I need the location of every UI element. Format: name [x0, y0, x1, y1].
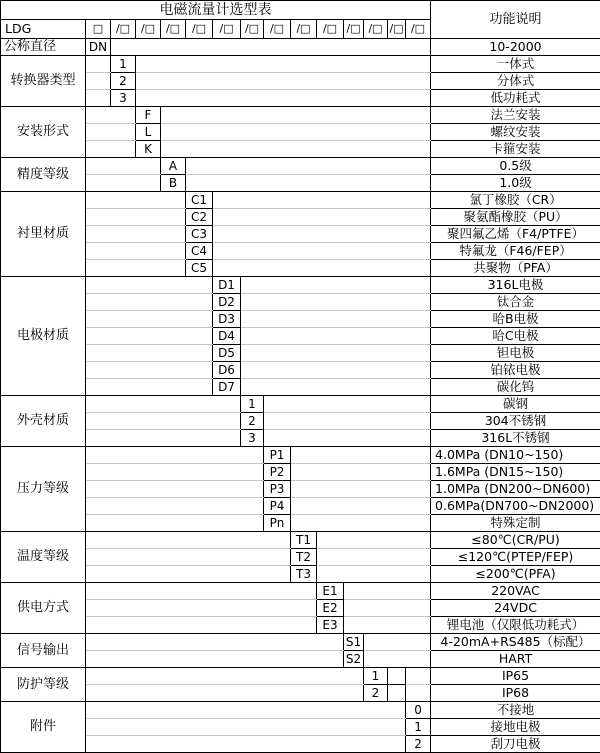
desc-cell: IP65 — [431, 668, 600, 685]
section-row — [1, 447, 600, 464]
empty-span — [86, 634, 344, 651]
empty-span — [86, 719, 406, 736]
category-cell: 衬里材质 — [1, 192, 86, 277]
code-slot-cell: /□ — [291, 20, 317, 39]
desc-cell: 哈C电极 — [431, 328, 600, 345]
empty-span — [86, 311, 213, 328]
desc-cell: 不接地 — [431, 702, 600, 719]
empty-span — [161, 107, 431, 124]
empty-span — [86, 600, 317, 617]
empty-span — [186, 175, 431, 192]
category-cell: 外壳材质 — [1, 396, 86, 447]
empty-span — [86, 464, 264, 481]
category-cell: 安装形式 — [1, 107, 86, 158]
section-row — [1, 532, 600, 549]
empty-span — [86, 515, 264, 532]
code-cell: 1 — [406, 719, 431, 736]
empty-span — [86, 379, 213, 396]
empty-span — [86, 124, 136, 141]
desc-cell: 220VAC — [431, 583, 600, 600]
desc-cell: 聚氨酯橡胶（PU） — [431, 209, 600, 226]
empty-span — [291, 481, 431, 498]
code-cell: S1 — [344, 634, 364, 651]
section-row — [1, 617, 600, 634]
desc-cell: HART — [431, 651, 600, 668]
code-cell: S2 — [344, 651, 364, 668]
section-row — [1, 107, 600, 124]
desc-cell: 碳化钨 — [431, 379, 600, 396]
code-cell: D1 — [213, 277, 241, 294]
category-cell: 附件 — [1, 702, 86, 753]
category-cell: 精度等级 — [1, 158, 86, 192]
desc-cell: 螺纹安装 — [431, 124, 600, 141]
empty-span — [241, 311, 431, 328]
table-title: 电磁流量计选型表 — [1, 1, 431, 20]
code-cell: K — [136, 141, 161, 158]
category-cell: 转换器类型 — [1, 56, 86, 107]
empty-span — [344, 600, 431, 617]
section-row — [1, 345, 600, 362]
section-row — [1, 464, 600, 481]
empty-span — [213, 260, 431, 277]
empty-span — [86, 56, 111, 73]
section-row — [1, 413, 600, 430]
section-row — [1, 396, 600, 413]
empty-span — [213, 226, 431, 243]
section-row — [1, 651, 600, 668]
empty-span — [86, 685, 364, 702]
code-cell: D6 — [213, 362, 241, 379]
section-row — [1, 379, 600, 396]
code-slot-cell: /□ — [406, 20, 431, 39]
empty-span — [161, 141, 431, 158]
empty-span — [213, 192, 431, 209]
category-cell: 信号输出 — [1, 634, 86, 668]
desc-cell: 哈B电极 — [431, 311, 600, 328]
category-cell: 供电方式 — [1, 583, 86, 634]
empty-span — [86, 651, 344, 668]
empty-span — [136, 90, 431, 107]
code-cell: P3 — [264, 481, 291, 498]
empty-span — [317, 549, 431, 566]
code-box-cell: □ — [86, 20, 111, 39]
code-cell: T3 — [291, 566, 317, 583]
empty-span — [86, 362, 213, 379]
empty-span — [86, 175, 161, 192]
code-cell: C4 — [186, 243, 213, 260]
empty-span — [86, 583, 317, 600]
section-row — [1, 685, 600, 702]
section-row — [1, 209, 600, 226]
section-row — [1, 328, 600, 345]
code-cell: D7 — [213, 379, 241, 396]
code-slot-cell: /□ — [388, 20, 406, 39]
empty-span — [264, 430, 431, 447]
empty-span — [86, 617, 317, 634]
empty-span — [86, 345, 213, 362]
code-cell: D3 — [213, 311, 241, 328]
code-cell: 1 — [111, 56, 136, 73]
category-cell: 压力等级 — [1, 447, 86, 532]
section-row — [1, 56, 600, 73]
section-row — [1, 158, 600, 175]
section-row — [1, 515, 600, 532]
empty-span — [241, 294, 431, 311]
empty-span — [161, 124, 431, 141]
desc-cell: 304不锈钢 — [431, 413, 600, 430]
empty-span — [86, 396, 241, 413]
desc-cell: 锂电池（仅限低功耗式） — [431, 617, 600, 634]
code-slot-cell: /□ — [241, 20, 264, 39]
desc-cell: 1.0MPa (DN200~DN600) — [431, 481, 600, 498]
empty-span — [86, 668, 364, 685]
empty-span — [264, 413, 431, 430]
empty-span — [86, 107, 136, 124]
empty-span — [291, 464, 431, 481]
empty-span — [317, 566, 431, 583]
empty-span — [291, 447, 431, 464]
desc-cell: 24VDC — [431, 600, 600, 617]
section-row — [1, 192, 600, 209]
code-cell: P1 — [264, 447, 291, 464]
code-cell: P2 — [264, 464, 291, 481]
empty-span — [86, 90, 111, 107]
desc-cell: 聚四氟乙烯（F4/PTFE） — [431, 226, 600, 243]
section-row — [1, 277, 600, 294]
code-slot-cell: /□ — [186, 20, 213, 39]
empty-span — [264, 396, 431, 413]
empty-span — [364, 651, 431, 668]
empty-span — [344, 583, 431, 600]
section-row — [1, 124, 600, 141]
desc-cell: 316L电极 — [431, 277, 600, 294]
code-slot-cell: /□ — [213, 20, 241, 39]
desc-cell: 4.0MPa (DN10~150) — [431, 447, 600, 464]
desc-cell: 0.5级 — [431, 158, 600, 175]
section-row — [1, 566, 600, 583]
code-cell: D5 — [213, 345, 241, 362]
section-row — [1, 260, 600, 277]
section-row — [1, 430, 600, 447]
empty-span — [317, 532, 431, 549]
code-cell: D4 — [213, 328, 241, 345]
section-row — [1, 243, 600, 260]
empty-span — [86, 549, 291, 566]
section-row — [1, 481, 600, 498]
desc-cell: 1.0级 — [431, 175, 600, 192]
empty-span — [86, 736, 406, 753]
code-cell: D2 — [213, 294, 241, 311]
empty-span — [86, 413, 241, 430]
code-slot-cell: /□ — [344, 20, 364, 39]
desc-cell: 特殊定制 — [431, 515, 600, 532]
desc-cell: 低功耗式 — [431, 90, 600, 107]
category-cell: 公称直径 — [1, 39, 86, 56]
code-cell: 2 — [406, 736, 431, 753]
code-cell: L — [136, 124, 161, 141]
section-row — [1, 549, 600, 566]
desc-cell: IP68 — [431, 685, 600, 702]
empty-span — [344, 617, 431, 634]
desc-cell: 钛合金 — [431, 294, 600, 311]
desc-cell: 1.6MPa (DN15~150) — [431, 464, 600, 481]
code-cell: 2 — [364, 685, 388, 702]
empty-span — [86, 328, 213, 345]
model-prefix: LDG — [1, 20, 86, 39]
code-cell: 0 — [406, 702, 431, 719]
empty-span — [364, 634, 431, 651]
empty-span — [86, 481, 264, 498]
code-cell: E1 — [317, 583, 344, 600]
code-cell: T1 — [291, 532, 317, 549]
section-row — [1, 90, 600, 107]
code-cell: DN — [86, 39, 111, 56]
boxed-empty-cell — [388, 668, 406, 685]
empty-span — [86, 277, 213, 294]
empty-span — [86, 498, 264, 515]
section-row — [1, 736, 600, 753]
section-row — [1, 294, 600, 311]
desc-cell: ≤80℃(CR/PU) — [431, 532, 600, 549]
desc-cell: ≤200℃(PFA) — [431, 566, 600, 583]
code-slot-cell: /□ — [317, 20, 344, 39]
empty-span — [86, 447, 264, 464]
category-cell: 电极材质 — [1, 277, 86, 396]
empty-span — [241, 277, 431, 294]
code-cell: 1 — [364, 668, 388, 685]
empty-span — [406, 685, 431, 702]
empty-span — [86, 158, 161, 175]
empty-span — [86, 430, 241, 447]
empty-span — [241, 345, 431, 362]
category-cell: 防护等级 — [1, 668, 86, 702]
section-row — [1, 719, 600, 736]
code-cell: F — [136, 107, 161, 124]
empty-span — [136, 56, 431, 73]
diameter-row — [1, 39, 600, 56]
empty-span — [86, 566, 291, 583]
code-cell: C1 — [186, 192, 213, 209]
desc-cell: 氯丁橡胶（CR） — [431, 192, 600, 209]
category-cell: 温度等级 — [1, 532, 86, 583]
desc-cell: 316L不锈钢 — [431, 430, 600, 447]
code-cell: E3 — [317, 617, 344, 634]
empty-span — [241, 362, 431, 379]
desc-cell: 10-2000 — [431, 39, 600, 56]
desc-cell: 共聚物（PFA） — [431, 260, 600, 277]
empty-span — [241, 379, 431, 396]
empty-span — [86, 141, 136, 158]
empty-span — [86, 260, 186, 277]
section-row — [1, 498, 600, 515]
section-row — [1, 362, 600, 379]
code-slot-cell: /□ — [136, 20, 161, 39]
empty-span — [86, 73, 111, 90]
desc-cell: 0.6MPa(DN700~DN2000) — [431, 498, 600, 515]
desc-cell: 卡箍安装 — [431, 141, 600, 158]
code-slot-cell: /□ — [264, 20, 291, 39]
desc-cell: 刮刀电极 — [431, 736, 600, 753]
code-slot-cell: /□ — [111, 20, 136, 39]
empty-span — [86, 532, 291, 549]
section-row — [1, 311, 600, 328]
empty-span — [213, 243, 431, 260]
empty-span — [291, 515, 431, 532]
section-row — [1, 226, 600, 243]
code-cell: P4 — [264, 498, 291, 515]
empty-span — [86, 226, 186, 243]
desc-cell: 法兰安装 — [431, 107, 600, 124]
code-cell: T2 — [291, 549, 317, 566]
desc-cell: 接地电极 — [431, 719, 600, 736]
empty-span — [213, 209, 431, 226]
empty-span — [186, 158, 431, 175]
empty-span — [406, 668, 431, 685]
title-row — [1, 1, 600, 20]
function-column-header: 功能说明 — [431, 1, 600, 39]
code-cell: E2 — [317, 600, 344, 617]
code-cell: 3 — [111, 90, 136, 107]
desc-cell: 钽电极 — [431, 345, 600, 362]
empty-span — [86, 209, 186, 226]
code-slot-cell: /□ — [364, 20, 388, 39]
desc-cell: 一体式 — [431, 56, 600, 73]
code-slot-cell: /□ — [161, 20, 186, 39]
empty-span — [241, 328, 431, 345]
section-row — [1, 141, 600, 158]
empty-span — [86, 294, 213, 311]
empty-span — [291, 498, 431, 515]
desc-cell: 特氟龙（F46/FEP） — [431, 243, 600, 260]
empty-span — [86, 243, 186, 260]
section-row — [1, 73, 600, 90]
desc-cell: 碳钢 — [431, 396, 600, 413]
code-cell: 1 — [241, 396, 264, 413]
desc-cell: 4-20mA+RS485（标配） — [431, 634, 600, 651]
section-row — [1, 583, 600, 600]
empty-span — [86, 192, 186, 209]
empty-span — [136, 73, 431, 90]
code-cell: 3 — [241, 430, 264, 447]
code-cell: 2 — [241, 413, 264, 430]
desc-cell: 分体式 — [431, 73, 600, 90]
code-cell: 2 — [111, 73, 136, 90]
code-cell: C2 — [186, 209, 213, 226]
boxed-empty-cell — [388, 685, 406, 702]
code-cell: A — [161, 158, 186, 175]
code-cell: B — [161, 175, 186, 192]
section-row — [1, 175, 600, 192]
code-cell: C3 — [186, 226, 213, 243]
section-row — [1, 668, 600, 685]
code-cell: Pn — [264, 515, 291, 532]
section-row — [1, 634, 600, 651]
code-cell: C5 — [186, 260, 213, 277]
desc-cell: 铂铱电极 — [431, 362, 600, 379]
section-row — [1, 600, 600, 617]
empty-span — [111, 39, 431, 56]
desc-cell: ≤120℃(PTEP/FEP) — [431, 549, 600, 566]
